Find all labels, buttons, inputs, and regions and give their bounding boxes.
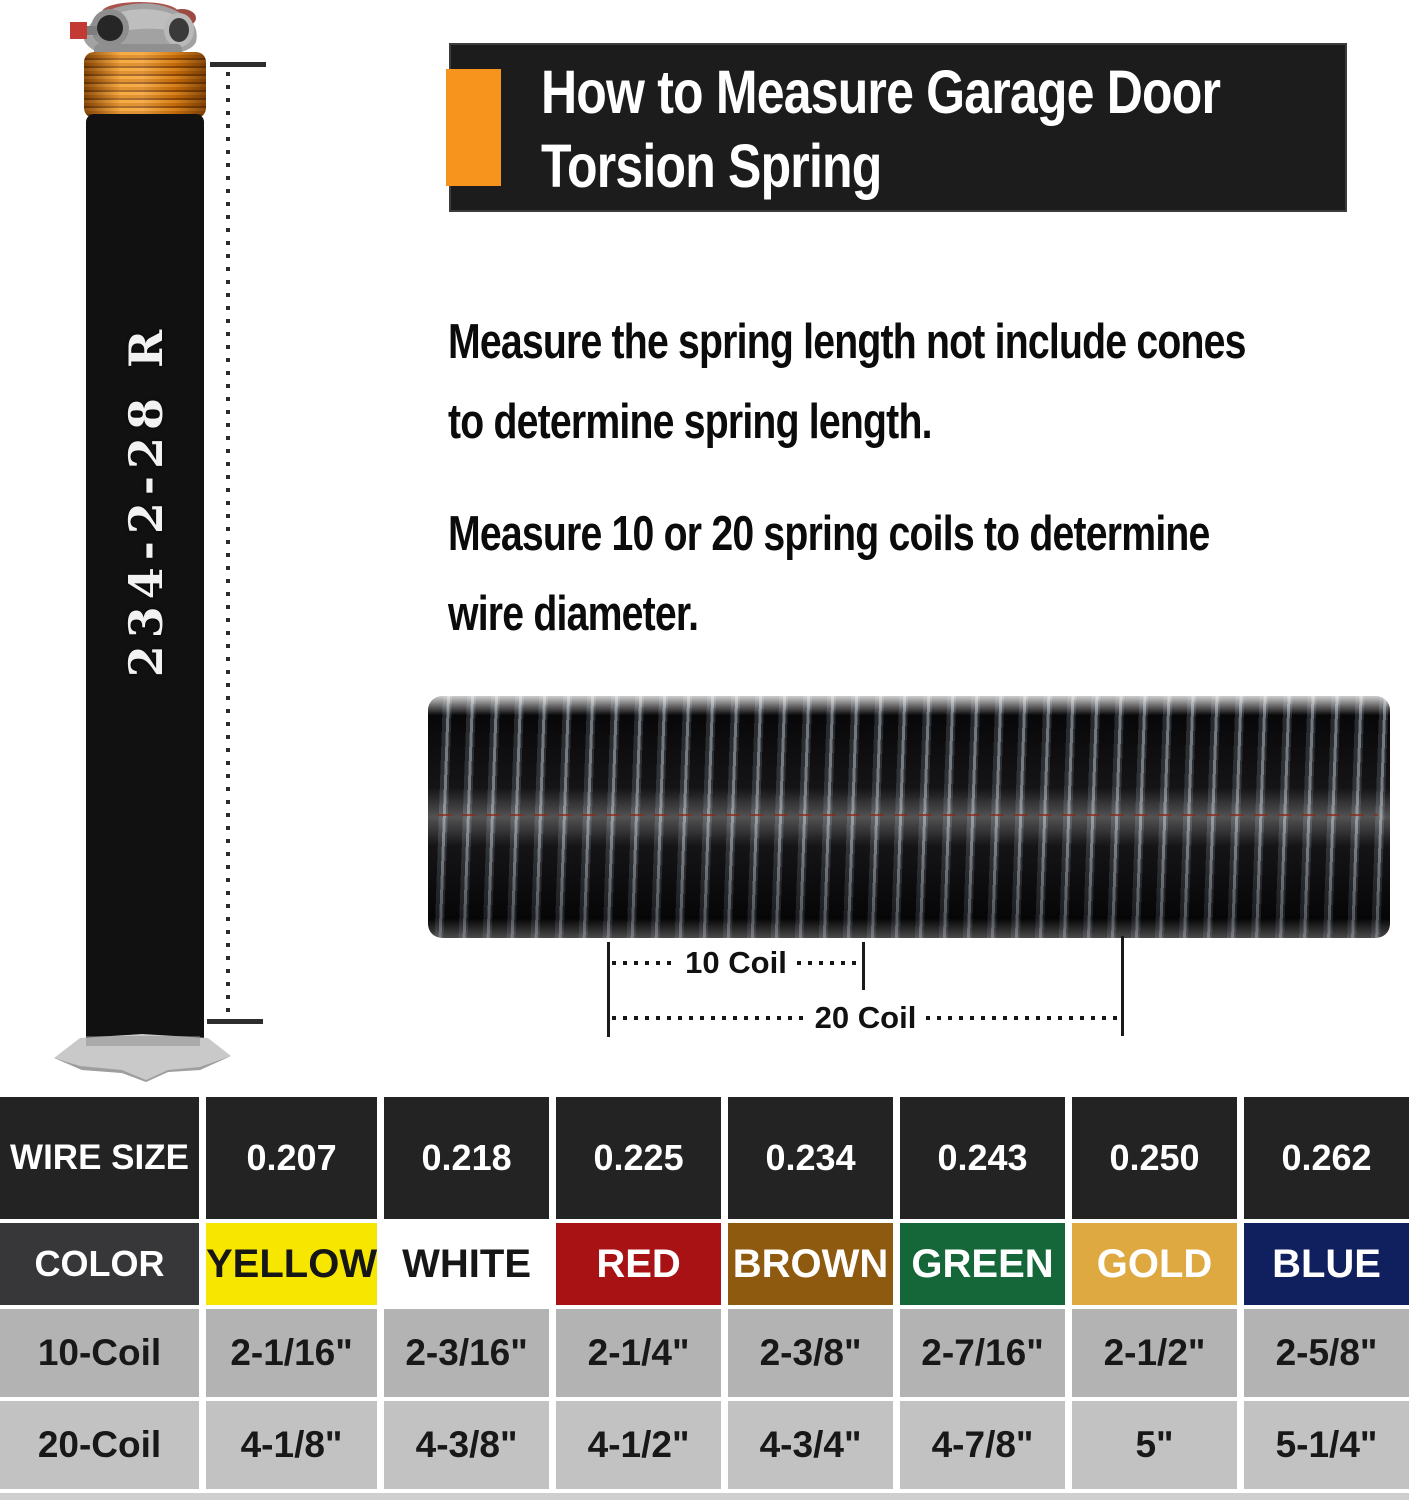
wire-size-value-cell: 0.225 [556, 1097, 721, 1219]
ten-coil-value-cell: 2-3/16" [384, 1309, 549, 1397]
ten-coil-value-cell: 2-7/16" [900, 1309, 1065, 1397]
accent-bar [446, 69, 501, 186]
color-cell-white: WHITE [384, 1223, 549, 1305]
twenty-coil-value-cell: 4-1/8" [206, 1401, 377, 1489]
color-cell-brown: BROWN [728, 1223, 893, 1305]
twenty-coil-right-tick [1121, 936, 1124, 1036]
twenty-coil-value-cell: 5-1/4" [1244, 1401, 1409, 1489]
ten-coil-label: 10 Coil [685, 945, 787, 980]
twenty-coil-value-cell: 4-3/4" [728, 1401, 893, 1489]
ten-coil-value-cell: 2-5/8" [1244, 1309, 1409, 1397]
instruction-2-line2: wire diameter. [448, 587, 699, 641]
color-cell-green: GREEN [900, 1223, 1065, 1305]
color-cell-gold: GOLD [1072, 1223, 1237, 1305]
torsion-spring-photo [0, 0, 300, 1100]
coil-closeup-midline [438, 814, 1378, 816]
ten-coil-value-cell: 2-3/8" [728, 1309, 893, 1397]
wire-size-header-cell: WIRE SIZE [0, 1097, 199, 1219]
wire-size-value-cell: 0.234 [728, 1097, 893, 1219]
length-measure-top-line [210, 62, 266, 67]
instruction-2-line1: Measure 10 or 20 spring coils to determine [448, 507, 1210, 561]
twenty-coil-value-cell: 4-7/8" [900, 1401, 1065, 1489]
wire-size-value-cell: 0.262 [1244, 1097, 1409, 1219]
color-cell-blue: BLUE [1244, 1223, 1409, 1305]
title-banner [449, 43, 1347, 212]
page-title-line2: Torsion Spring [541, 132, 882, 200]
ten-coil-measure [612, 943, 860, 983]
spring-marking-label: 234-2-28 R [119, 322, 173, 678]
wire-size-value-cell: 0.207 [206, 1097, 377, 1219]
length-measure-dotted-line [226, 72, 230, 1016]
twenty-coil-value-cell: 4-3/8" [384, 1401, 549, 1489]
ten-coil-header-cell: 10-Coil [0, 1309, 199, 1397]
instruction-paragraph-2 [448, 494, 1210, 654]
orange-coil-section [84, 52, 206, 118]
ten-coil-value-cell: 2-1/16" [206, 1309, 377, 1397]
table-bottom-strip [0, 1493, 1409, 1500]
length-measure-bottom-line [207, 1019, 263, 1024]
ten-coil-value-cell: 2-1/2" [1072, 1309, 1237, 1397]
wire-size-value-cell: 0.250 [1072, 1097, 1237, 1219]
instruction-paragraph-1 [448, 302, 1246, 462]
twenty-coil-dotted-line-left [612, 1016, 805, 1020]
color-cell-yellow: YELLOW [206, 1223, 377, 1305]
coil-measure-left-tick [607, 942, 610, 1037]
ten-coil-right-tick [862, 942, 865, 990]
twenty-coil-value-cell: 4-1/2" [556, 1401, 721, 1489]
ten-coil-value-cell: 2-1/4" [556, 1309, 721, 1397]
twenty-coil-dotted-line-right [926, 1016, 1119, 1020]
coil-closeup-photo [428, 696, 1390, 938]
spring-spec-table [0, 1097, 1409, 1489]
twenty-coil-value-cell: 5" [1072, 1401, 1237, 1489]
page-title-line1: How to Measure Garage Door [541, 58, 1221, 126]
instruction-1-line1: Measure the spring length not include cones [448, 315, 1246, 369]
wire-size-value-cell: 0.218 [384, 1097, 549, 1219]
twenty-coil-header-cell: 20-Coil [0, 1401, 199, 1489]
instruction-1-line2: to determine spring length. [448, 395, 932, 449]
ten-coil-dotted-line-left [612, 961, 675, 965]
twenty-coil-label: 20 Coil [814, 1000, 917, 1035]
color-header-cell: COLOR [0, 1223, 199, 1305]
ten-coil-dotted-line-right [797, 961, 860, 965]
wire-size-value-cell: 0.243 [900, 1097, 1065, 1219]
color-cell-red: RED [556, 1223, 721, 1305]
twenty-coil-measure [612, 998, 1119, 1038]
page-title [541, 55, 1220, 203]
stationary-cone-flange [50, 1028, 235, 1086]
